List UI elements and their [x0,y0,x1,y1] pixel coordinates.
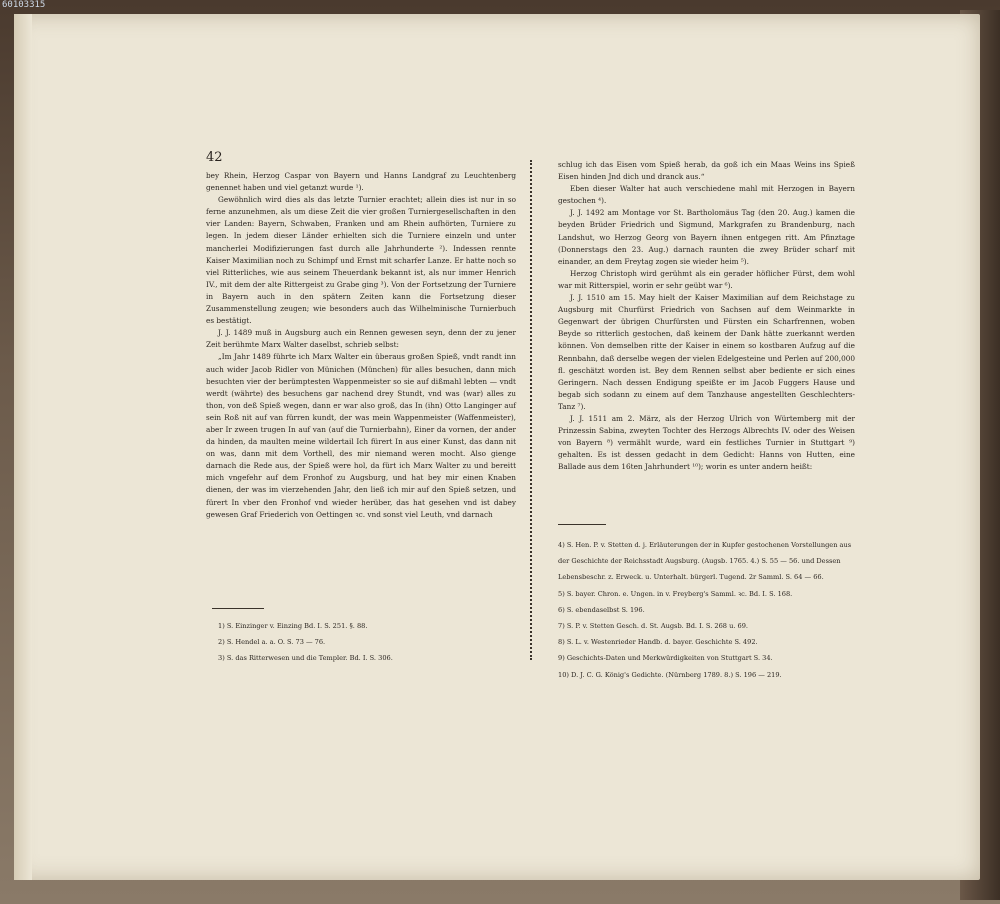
scan-id-label: 60103315 [2,0,46,10]
right-paragraph: J. J. 1511 am 2. März, als der Herzog Ulrich von Würtemberg mit der Prinzessin Sabina, zweyten Tochter des Herzogs Albrechts IV. oder des Weisen von Bayern ⁸) vermählt wurde, ward ein festliches Turnier in Stuttgart ⁹) gehalten. Es ist dessen gedacht in dem Gedicht: Hanns von Hutten, eine Ballade aus dem 16ten Jahrhundert ¹⁰); worin es unter andern heißt: [558,413,855,472]
right-text-column [558,159,855,473]
right-paragraph: J. J. 1510 am 15. May hielt der Kaiser Maximilian auf dem Reichstage zu Augsburg mit Churfürst Friedrich von Sachsen auf dem Weinmarkte in Gegenwart der übrigen Churfürsten und Fürsten ein Scharfrennen, woben Beyde so ritterlich gestochen, daß keinem der Dank hätte zuerkannt werden können. Von demselben ritte der Kaiser in einem so kostbaren Aufzug auf die Rennbahn, daß derselbe wegen der vielen Edelgesteine und Perlen auf 200,000 fl. geschätzt worden ist. Bey dem Rennen selbst aber bediente er sich eines Geringern. Nach dessen Endigung speißte er im Jacob Fuggers Hause und begab sich sodann zu einem auf dem Tanzhause angestellten Geschlechters-Tanz ⁷). [558,293,855,411]
footnote: 7) S. P. v. Stetten Gesch. d. St. Augsb. Bd. I. S. 268 u. 69. [558,622,748,631]
right-paragraph: schlug ich das Eisen vom Spieß herab, da goß ich ein Maas Weins ins Spieß Eisen hinden Jnd dich und dranck aus.“ [558,160,855,182]
left-footnotes [218,618,518,667]
right-footnotes [558,537,858,683]
footnote: 2) S. Hendel a. a. O. S. 73 — 76. [218,638,326,647]
footnote-rule-right [558,524,606,525]
column-divider [530,160,532,660]
footnote-rule-left [212,608,264,609]
page-number: 42 [206,150,223,165]
footnote: 6) S. ebendaselbst S. 196. [558,605,645,614]
footnote: 9) Geschichts-Daten und Merkwürdigkeiten von Stuttgart S. 34. [558,654,773,663]
right-paragraph: J. J. 1492 am Montage vor St. Bartholomäus Tag (den 20. Aug.) kamen die beyden Brüder Friedrich und Sigmund, Markgrafen zu Brandenburg, nach Landshut, wo Herzog Georg von Bayern ihnen entgegen ritt. Am Pfinztage (Donnerstags den 23. Aug.) darnach raunten die zwey Brüder scharf mit einander, an dem Freytag zogen sie wieder heim ⁵). [558,208,855,266]
footnote: 8) S. L. v. Westenrieder Handb. d. bayer. Geschichte S. 492. [558,638,758,647]
footnote: 5) S. bayer. Chron. e. Ungen. in v. Freyberg's Samml. ꝛc. Bd. I. S. 168. [558,589,793,598]
footnote: 10) D. J. C. G. König's Gedichte. (Nürnberg 1789. 8.) S. 196 — 219. [558,670,782,679]
footnote: 4) S. Hen. P. v. Stetten d. j. Erläuterungen der in Kupfer gestochenen Vorstellungen aus der Geschichte der Reichsstadt Augsburg. (Augsb. 1765. 4.) S. 55 — 56. und Dessen Lebensbeschr. z. Erweck. u. Unterhalt. bürgerl. Tugend. 2r Samml. S. 64 — 66. [558,541,852,582]
right-paragraph: Herzog Christoph wird gerühmt als ein gerader höflicher Fürst, dem wohl war mit Ritterspiel, worin er sehr geübt war ⁶). [558,268,855,290]
right-paragraph: Eben dieser Walter hat auch verschiedene mahl mit Herzogen in Bayern gestochen ⁴). [558,184,855,206]
page-gutter-shadow [14,14,32,880]
left-paragraph: Gewöhnlich wird dies als das letzte Turnier erachtet; allein dies ist nur in so ferne anzunehmen, als um diese Zeit die vier großen Turniergesellschaften in den vier Landen: Bayern, Schwaben, Franken und am Rhein aufhörten, Turniere zu legen. In jedem dieser Länder erhielten sich die Turniere einzeln und unter mancherlei Modifizierungen fast durch alle Jahrhunderte ²). Indessen rennte Kaiser Maximilian noch zu Schimpf und Ernst mit scharfer Lanze. Er hatte noch so viel Ritterliches, wie aus seinem Theuerdank bekannt ist, als nur immer Henrich IV., mit dem der alte Rittergeist zu Grabe ging ³). Von der Fortsetzung der Turniere in Bayern auch in den spätern Zeiten kann die Fortsetzung dieser Zusammenstellung zeugen; wie besonders auch das Wilhelminische Turnierbuch es bestätigt. [206,195,516,326]
footnote: 3) S. das Ritterwesen und die Templer. Bd. I. S. 306. [218,654,393,663]
left-text-column [206,170,516,521]
footnote: 1) S. Einzinger v. Einzing Bd. I. S. 251. §. 88. [218,622,368,630]
left-paragraph: bey Rhein, Herzog Caspar von Bayern und Hanns Landgraf zu Leuchtenberg genennet haben und viel getanzt wurde ¹). [206,171,516,193]
left-paragraph-quote: „Im Jahr 1489 führte ich Marx Walter ein überaus großen Spieß, vndt randt inn auch wider Jacob Ridler von Münichen (München) für alles besuchen, dann mich besuchten vier der berümptesten Wappenmeister so sie auf dißmahl lebten — vndt werdt (währte) des besuchens gar nachend drey Stundt, vnd was (war) alles zu thon, von deß Spieß wegen, dann er war also groß, das In (ihn) Otto Langinger auf sein Roß nit auf van fürren kundt, der was mein Wappenmeister (Waffenmeister), aber Ir zween trugen In auf van (auf die Turnierbahn), Einer da vornen, der ander da hinden, da maulten meine wildertail Ich fürert In aus einer Kunst, das dann nit on was, dann mit dem Vorthell, des mir niemand weren mocht. Also gienge darnach die Rede aus, der Spieß were hol, da fürt ich Marx Walter zu und bereitt mich vngefehr auf dem Fronhof zu Augsburg, und hat bey mir einen Knaben dienen, der was im vierzehenden Jahr, den ließ ich mir auf den Spieß setzen, und fürert In vber den Fronhof vnd wieder herüber, das hat gesehen vnd ist dabey gewesen Graf Friederich von Oettingen ꝛc. vnd sonst viel Leuth, vnd darnach [206,352,516,519]
left-paragraph: J. J. 1489 muß in Augsburg auch ein Rennen gewesen seyn, denn der zu jener Zeit berühmte Marx Walter daselbst, schrieb selbst: [206,328,516,350]
